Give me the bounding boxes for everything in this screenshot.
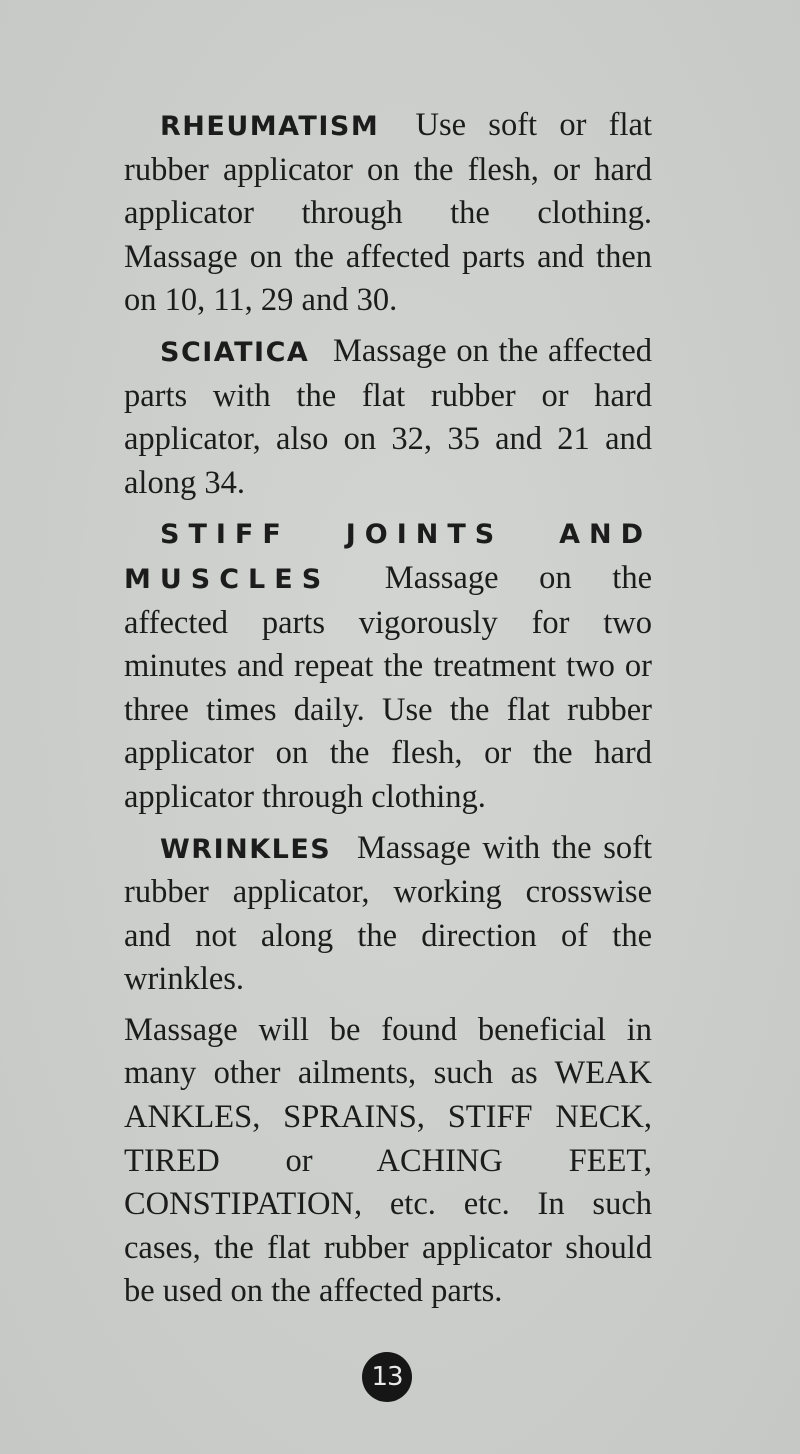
section-text-wrinkles: Massage with the soft rubber applicator, working crosswise and not along the direction of the wrinkles.	[124, 829, 652, 998]
text-column	[124, 104, 652, 1321]
page-number-badge: 13	[362, 1352, 412, 1402]
section-sciatica	[124, 330, 652, 505]
section-text-sciatica: Massage on the affected parts with the flat rubber or hard applicator, also on 32, 35 and 21 and along 34.	[124, 332, 652, 501]
section-heading-rheumatism: RHEUMATISM	[160, 111, 380, 142]
section-heading-sciatica: SCIATICA	[160, 336, 310, 368]
section-stiff-joints	[124, 512, 652, 819]
section-wrinkles	[124, 827, 652, 1002]
section-text-stiff-joints: Massage on the affected parts vigorously for two minutes and repeat the treatment two or three times daily. Use the flat rubber applicator on the flesh, or the hard applicator through clothing.	[124, 559, 652, 815]
section-heading-wrinkles: WRINKLES	[160, 833, 332, 865]
section-text-rheumatism: Use soft or flat rubber applicator on the flesh, or hard applicator through the clothing. Massage on the affected parts and then on 10, 11, 29 and 30.	[124, 107, 652, 319]
section-rheumatism	[124, 104, 652, 323]
closing-paragraph: Massage will be found beneficial in many other ailments, such as WEAK ANKLES, SPRAINS, STIFF NECK, TIRED or ACHING FEET, CONSTIPATION, etc. etc. In such cases, the flat rubber applicator should be used on the affected parts.	[124, 1011, 652, 1310]
section-heading-stiff-joints: STIFF JOINTS AND MUSCLES	[124, 519, 652, 595]
